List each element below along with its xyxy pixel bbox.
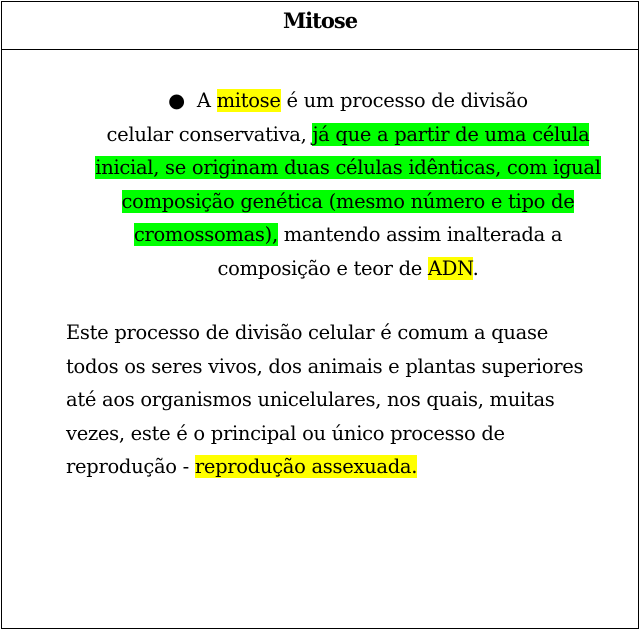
bullet-dot-icon: ● (168, 89, 185, 112)
text: composição e teor de (217, 256, 428, 280)
document-frame (1, 1, 639, 629)
bullet-line-2 (66, 118, 630, 152)
bullet-line-6 (66, 252, 630, 286)
text: reprodução - (66, 455, 195, 478)
text: . (472, 256, 479, 280)
paragraph-line-2: todos os seres vivos, dos animais e plantas superiores (66, 354, 584, 378)
bullet-line-4 (66, 185, 630, 219)
text: mantendo assim inalterada a (277, 223, 563, 246)
highlight-mitose: mitose (216, 89, 281, 112)
highlight-green: cromossomas), (133, 223, 278, 246)
text: é um processo de divisão (280, 89, 528, 112)
bullet-line-5 (66, 218, 630, 252)
text: celular conservativa, (106, 122, 313, 146)
bullet-line-1 (66, 84, 630, 118)
bullet-point (66, 84, 630, 285)
paragraph-line-4: vezes, este é o principal ou único processo de (66, 421, 505, 445)
title-header (2, 2, 638, 50)
highlight-reproducao-assexuada: reprodução assexuada. (194, 455, 418, 478)
highlight-green: já que a partir de uma célula (312, 122, 590, 146)
highlight-green: inicial, se originam duas células idênticas, com igual (95, 156, 601, 179)
bullet-line-3 (66, 151, 630, 185)
page-title: Mitose (282, 8, 358, 33)
paragraph-line-1: Este processo de divisão celular é comum a quase (66, 321, 548, 344)
highlight-adn: ADN (427, 256, 473, 280)
text: A (196, 89, 217, 112)
highlight-green: composição genética (mesmo número e tipo de (121, 189, 575, 213)
paragraph-line-3: até aos organismos unicelulares, nos quais, muitas (66, 388, 555, 411)
body-paragraph (66, 316, 636, 484)
paragraph-line-5 (66, 450, 636, 484)
